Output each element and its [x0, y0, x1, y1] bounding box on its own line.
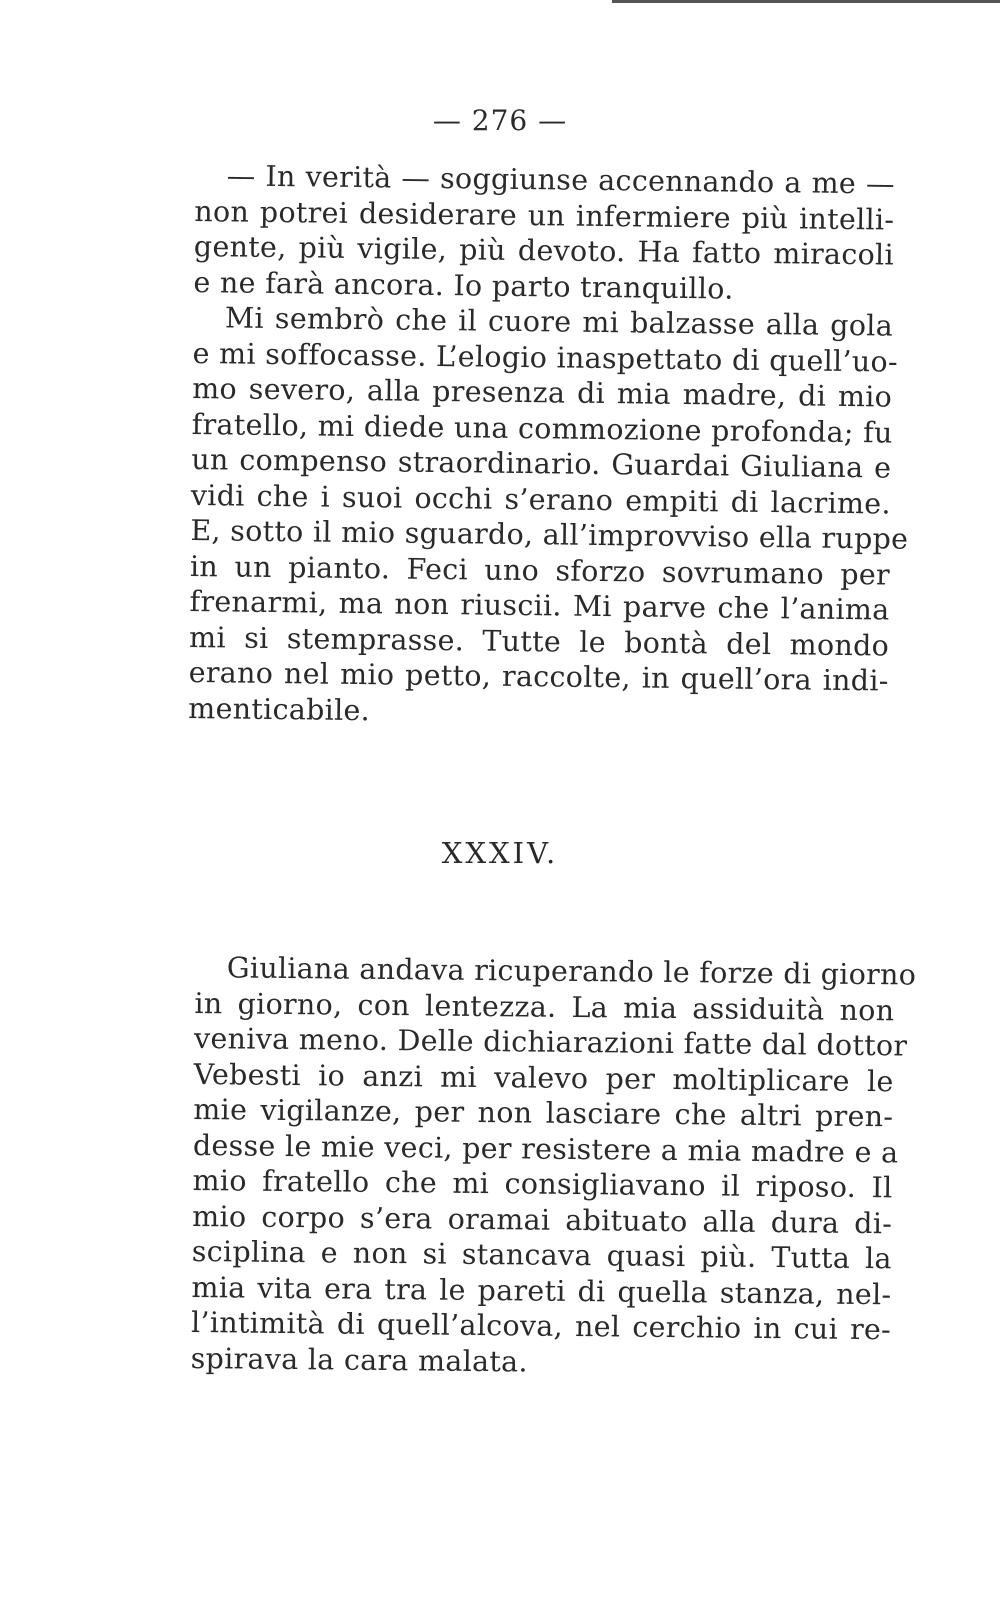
text-line: frenarmi, ma non riuscii. Mi parve che l’anima: [189, 584, 890, 627]
text-line: menticabile.: [188, 691, 371, 727]
text-line: mi si stemprasse. Tutte le bontà del mondo: [188, 620, 890, 663]
text-line: vidi che i suoi occhi s’erano empiti di lacrime.: [190, 478, 892, 521]
text-line: erano nel mio petto, raccolte, in quell’ora indi-: [188, 655, 889, 698]
top-edge-mark: [612, 0, 1000, 3]
text-line: Mi sembrò che il cuore mi balzasse alla gola: [224, 301, 894, 343]
text-line: mie vigilanze, per non lasciare che altri pren-: [193, 1092, 894, 1134]
chapter-heading: XXXIV.: [441, 836, 559, 870]
paragraph-block-chapter-text: [190, 950, 917, 1383]
text-line: e mi soffocasse. L’elogio inaspettato di quell’uo-: [192, 336, 899, 379]
text-line: mio corpo s’era oramai abituato alla dura di-: [192, 1199, 893, 1240]
text-line: e ne farà ancora. Io parto tranquillo.: [193, 265, 734, 306]
text-line: mo severo, alla presenza di mia madre, di mio: [191, 371, 893, 414]
text-line: in giorno, con lentezza. La mia assiduità non: [194, 986, 895, 1027]
text-line: l’intimità di quell’alcova, nel cerchio in cui re-: [190, 1305, 892, 1347]
text-line: gente, più vigile, più devoto. Ha fatto miracoli: [193, 229, 895, 272]
text-line: non potrei desiderare un infermiere più intelli-: [194, 194, 895, 237]
text-line: spirava la cara malata.: [190, 1341, 528, 1379]
text-line: mia vita era tra le pareti di quella stanza, nel-: [191, 1270, 892, 1311]
text-line: mio fratello che mi consigliavano il riposo. Il: [192, 1163, 893, 1205]
text-line: un compenso straordinario. Guardai Giuliana e: [191, 442, 892, 485]
text-line: Vebesti io anzi mi valevo per moltiplicare le: [193, 1057, 894, 1098]
text-line: in un pianto. Feci uno sforzo sovrumano per: [189, 549, 891, 592]
text-line: — In verità — soggiunse accennando a me —: [226, 159, 895, 201]
text-line: sciplina e non si stancava quasi più. Tutta la: [191, 1234, 892, 1276]
page-number: — 276 —: [432, 104, 568, 137]
text-line: E, sotto il mio sguardo, all’improvviso ella ruppe: [190, 513, 909, 556]
text-line: veniva meno. Delle dichiarazioni fatte dal dottor: [193, 1021, 908, 1063]
text-line: Giuliana andava ricuperando le forze di giorno: [226, 951, 917, 992]
paragraph-block-dialogue: [188, 158, 909, 735]
text-line: fratello, mi diede una commozione profonda; fu: [191, 407, 893, 450]
text-line: desse le mie veci, per resistere a mia madre e a: [192, 1128, 899, 1169]
